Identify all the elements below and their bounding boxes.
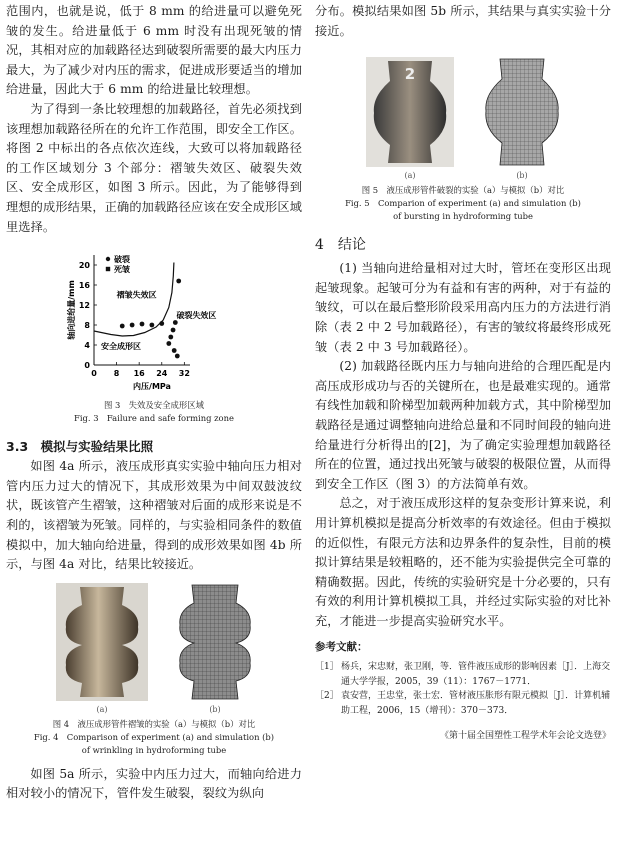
point-1-1 [168, 335, 173, 340]
zone-label-wrinkle: 褶皱失效区 [116, 290, 157, 300]
right-paragraph-4: 总之，对于液压成形这样的复杂变形计算来说，利用计算机模拟是提高分析效率的有效途径。但由于模拟的近似性，有限元方法和边界条件的复杂性，目前的模拟计算结果是较粗略的，还不能为实验提供完全可靠的精确数据。因此，传统的实验研究是十分必要的，只有有效的利用计算机模拟工具，并经过实际实验的对比补充，才能进一步提高实验研究水平。 [315, 496, 611, 628]
reference-1-number: ［1］ [315, 662, 339, 673]
section-3-3-heading: 3.3 模拟与实验结果比照 [6, 439, 154, 455]
right-paragraph-1: 分布。模拟结果如图 5b 所示，其结果与真实实验十分接近。 [315, 4, 611, 38]
figure-3-caption-en: Fig. 3 Failure and safe forming zone [74, 413, 234, 424]
point-0-3 [149, 323, 154, 328]
zone-label-burst: 破裂失效区 [176, 311, 217, 321]
right-paragraph-2: (1) 当轴向进给量相对过大时，管坯在变形区出现起皱现象。起皱可分为有益和有害的两种，对于有益的皱纹，可以在最后整形阶段采用高内压力的方法进行消除（表 2 中 2 号加载路径），有害的皱纹将最终形成死皱（表 2 中 3 号加载路径）。 [315, 261, 611, 354]
y-tick-label-2: 8 [84, 321, 90, 331]
references-heading: 参考文献： [315, 641, 368, 654]
point-0-0 [120, 324, 125, 329]
y-axis-label: 轴向进给量/mm [67, 280, 76, 340]
legend-label-1: 死皱 [114, 265, 130, 275]
figure-5-caption-cn: 图 5 液压成形管件破裂的实验（a）与模拟（b）对比 [361, 185, 565, 196]
point-1-6 [176, 279, 181, 284]
figure-5a-label: (a) [404, 171, 416, 181]
figure-4 [6, 583, 302, 757]
x-tick-label-3: 24 [156, 369, 168, 379]
failure-zone-chart [6, 245, 302, 391]
figure-5b-label: (b) [516, 171, 528, 181]
legend-marker-0 [106, 257, 110, 261]
right-paragraph-3: (2) 加载路径既内压力与轴向进给的合理匹配是内高压成形成功与否的关键所在，也是最难实现的。通常有线性加载和阶梯型加载两种加载方式，其中阶梯型加载路径是通过调整轴向进给总量和不同时间段的轴向进给量进行分析得出的[2]，为了确定实验理想加载路径所在的位置，通过找出死皱与破裂的极限位置，从而得到安全工作区（图 3）的方法简单有效。 [315, 359, 611, 491]
legend-label-0: 破裂 [114, 255, 130, 265]
point-0-4 [159, 321, 164, 326]
y-tick-label-5: 20 [78, 261, 90, 271]
x-tick-label-0: 0 [91, 369, 97, 379]
section-4-heading: 4 结论 [315, 237, 366, 254]
figure-4-caption-cn: 图 4 液压成形管件褶皱的实验（a）与模拟（b）对比 [52, 718, 256, 729]
y-tick-label-4: 16 [78, 281, 90, 291]
footer-note: 《第十届全国塑性工程学术年会论文选登》 [439, 731, 611, 742]
legend-marker-1 [106, 267, 110, 271]
point-1-5 [175, 354, 180, 359]
left-paragraph-4: 如图 5a 所示，实验中内压力过大，而轴向给进力相对较小的情况下，管件发生破裂，裂纹为纵向 [6, 766, 302, 801]
x-axis-label: 内压/MPa [133, 382, 171, 392]
figure-4a-label: (a) [96, 704, 108, 714]
reference-2-text: 袁安营，王忠堂，张士宏．管材液压胀形有限元模拟［J］．计算机辅助工程，2006，15（增刊）：370－373． [341, 691, 611, 716]
reference-2-number: ［2］ [315, 691, 339, 702]
point-1-3 [173, 320, 178, 325]
figure-5-caption-en-1: Fig. 5 Comparion of experiment (a) and simulation (b) [345, 198, 581, 209]
figure-4b-mesh [178, 583, 252, 701]
figure-5a-number: 2 [404, 65, 416, 84]
y-tick-label-0: 0 [84, 361, 90, 371]
figure-3-caption-cn: 图 3 失效及安全成形区域 [103, 400, 205, 411]
reference-1 [315, 660, 611, 689]
left-paragraph-3: 如图 4a 所示，液压成形真实实验中轴向压力相对管内压力过大的情况下，其成形效果为中间双鼓波纹状，既该管产生褶皱，这种褶皱对后面的成形来说是不利的，该褶皱为死皱。同样的，与实验相同条件的数值模拟中，加大轴向给进量，得到的成形效果如图 4b 所示，与图 4a 对比，结果比较接近。 [6, 459, 302, 572]
figure-4-caption-en-1: Fig. 4 Comparison of experiment (a) and simulation (b) [33, 731, 275, 742]
left-paragraph-1: 范围内，也就是说，低于 8 mm 的给进量可以避免死皱的发生。给进量低于 6 mm 时没有出现死皱的情况，其相对应的加载路径达到破裂所需要的最大内压力最大，为了减少对内压的需求，促进成形要适当的增加给进量，因此大于 6 mm 的给进量比较理想。 [6, 4, 302, 97]
figure-3 [6, 245, 302, 425]
figure-4-caption-en-2: of wrinkling in hydroforming tube [81, 744, 227, 755]
figure-4a-photo [56, 583, 148, 701]
point-0-1 [130, 323, 135, 328]
x-tick-label-1: 8 [113, 369, 120, 379]
left-paragraph-2: 为了得到一条比较理想的加载路径，首先必须找到该理想加载路径所在的允许工作范围，即安全工作区。将图 2 中标出的各点依次连线，大致可以将加载路径的工作区域划分 3 个部分：褶皱失效区、破裂失效区、安全成形区，如图 3 所示。因此，为了能够得到理想的成形结果，正确的加载路径应该在安全成形区域里选择。 [6, 101, 302, 234]
point-1-0 [166, 341, 171, 346]
reference-1-text: 杨兵，宋忠财，张卫刚，等．管件液压成形的影响因素［J］．上海交通大学学报，2005，39（11）：1767－1771． [341, 662, 611, 687]
zone-label-safe: 安全成形区 [101, 342, 142, 352]
left-column [6, 0, 302, 804]
figure-4b-label: (b) [209, 704, 221, 714]
figure-5b-mesh [484, 57, 560, 167]
reference-2 [315, 689, 611, 718]
figure-5 [315, 57, 611, 223]
point-1-4 [172, 348, 177, 353]
point-1-2 [171, 328, 176, 333]
figure-5-caption-en-2: of bursting in hydroforming tube [393, 211, 533, 222]
right-column [315, 0, 611, 741]
point-0-2 [140, 322, 145, 327]
x-tick-label-2: 16 [133, 369, 145, 379]
y-tick-label-3: 12 [78, 301, 90, 311]
y-tick-label-1: 4 [84, 341, 90, 351]
x-tick-label-4: 32 [178, 369, 190, 379]
